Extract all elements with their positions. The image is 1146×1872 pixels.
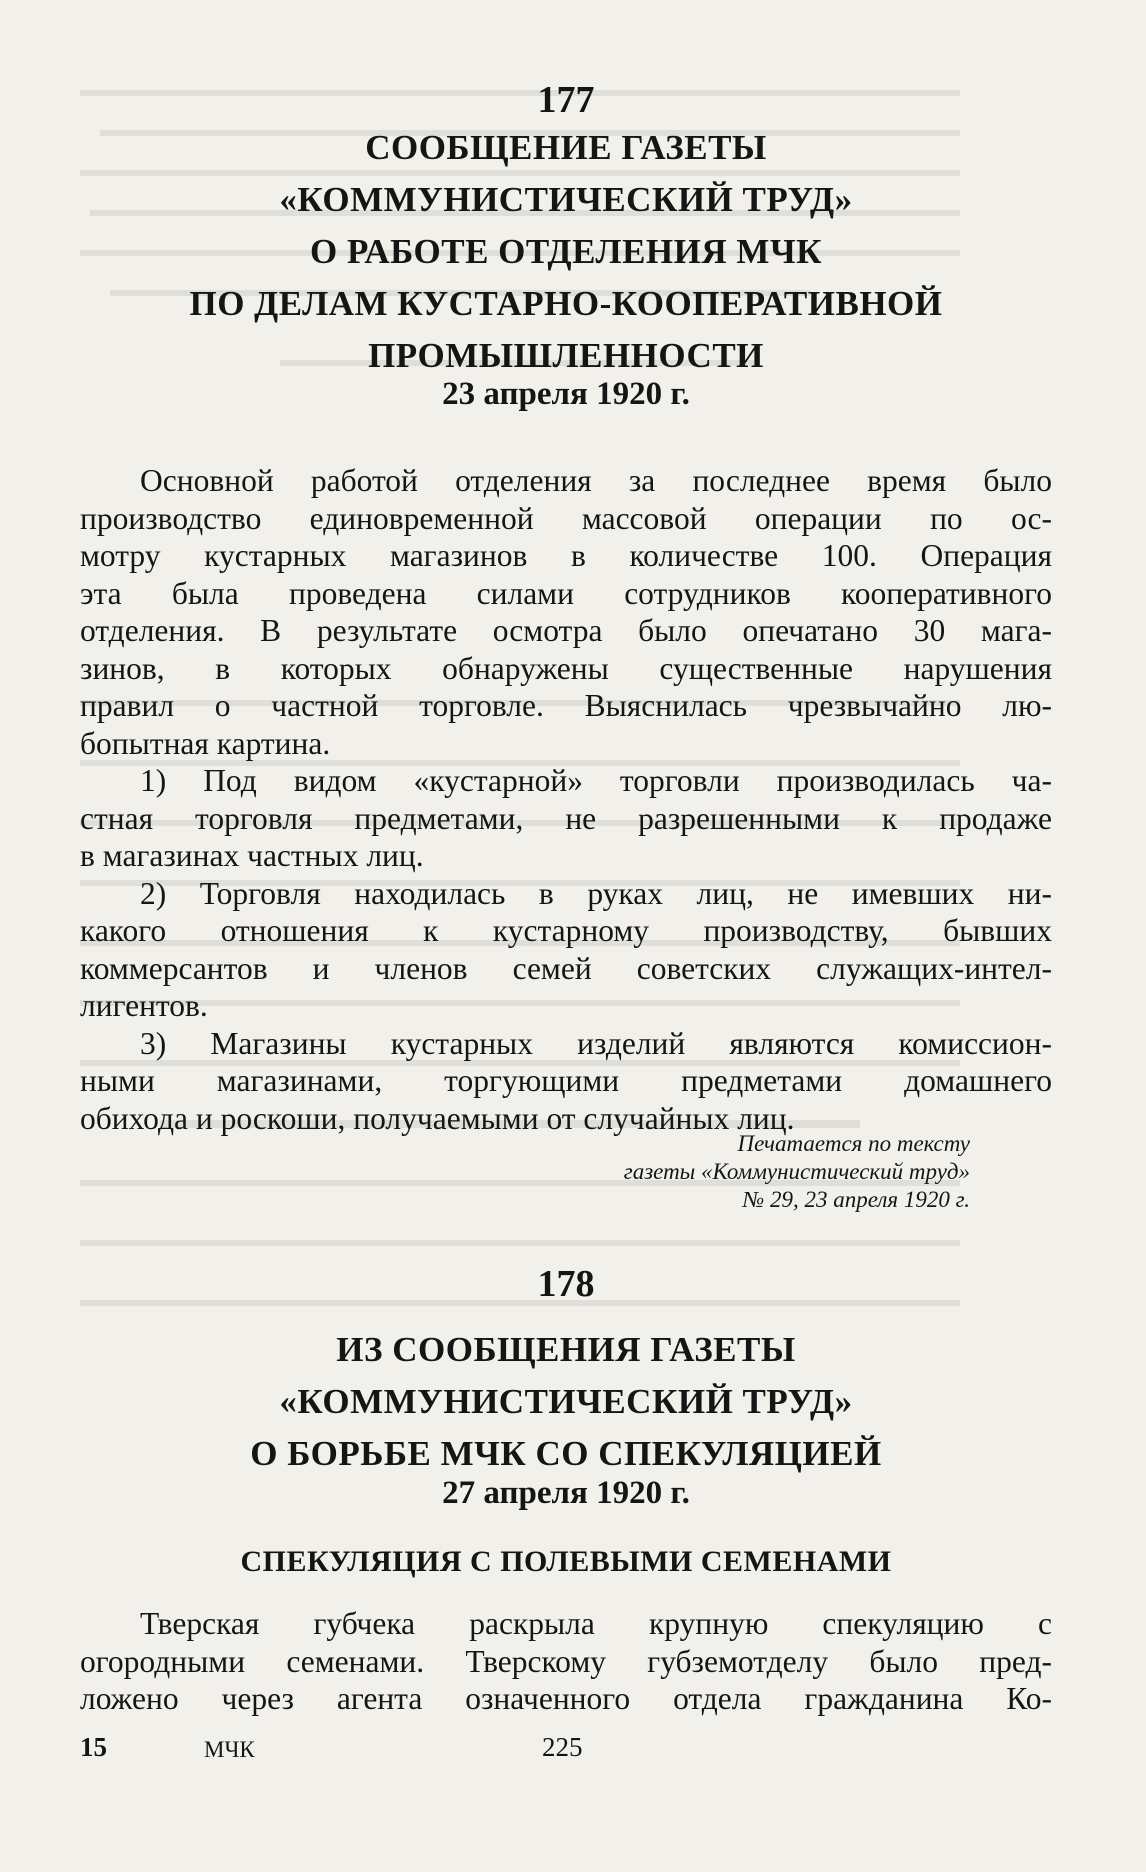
- text-line: эта была проведена силами сотрудников кооперативного: [80, 575, 1052, 611]
- document-number: 177: [537, 79, 595, 121]
- text-line: обихода и роскоши, получаемыми от случайных лиц.: [80, 1100, 795, 1136]
- title-line: О РАБОТЕ ОТДЕЛЕНИЯ МЧК: [309, 232, 823, 271]
- source-line: газеты «Коммунистический труд»: [623, 1159, 970, 1184]
- section-subheading: СПЕКУЛЯЦИЯ С ПОЛЕВЫМИ СЕМЕНАМИ: [240, 1545, 892, 1578]
- document-body: [80, 1605, 1052, 1718]
- text-line: стная торговля предметами, не разрешенными к продаже: [80, 800, 1052, 836]
- text-line: мотру кустарных магазинов в количестве 100. Операция: [80, 538, 1052, 573]
- title-line: ИЗ СООБЩЕНИЯ ГАЗЕТЫ: [336, 1330, 796, 1369]
- text-line: ными магазинами, торгующими предметами домашнего: [80, 1063, 1052, 1098]
- footer-mark: МЧК: [204, 1737, 255, 1762]
- source-note: [470, 1130, 970, 1214]
- text-line: в магазинах частных лиц.: [80, 838, 424, 873]
- text-line: Тверская губчека раскрыла крупную спекуляцию с: [140, 1606, 1052, 1641]
- document-date: 23 апреля 1920 г.: [442, 376, 690, 412]
- text-line: отделения. В результате осмотра было опечатано 30 мага-: [80, 613, 1052, 648]
- document-title: [80, 122, 1052, 382]
- title-line: «КОММУНИСТИЧЕСКИЙ ТРУД»: [279, 180, 853, 219]
- text-line: 1) Под видом «кустарной» торговли производилась ча-: [140, 763, 1052, 798]
- text-line: огородными семенами. Тверскому губземотделу было пред-: [80, 1643, 1052, 1679]
- document-number: 178: [537, 1263, 595, 1305]
- source-line: Печатается по тексту: [737, 1131, 970, 1156]
- page-number: 225: [542, 1732, 583, 1762]
- text-line: 2) Торговля находилась в руках лиц, не имевших ни-: [140, 875, 1052, 911]
- document-date: 27 апреля 1920 г.: [442, 1475, 690, 1511]
- title-line: «КОММУНИСТИЧЕСКИЙ ТРУД»: [279, 1382, 853, 1421]
- text-line: Основной работой отделения за последнее время было: [140, 463, 1052, 498]
- text-line: лигентов.: [80, 988, 208, 1023]
- source-line: № 29, 23 апреля 1920 г.: [742, 1187, 970, 1212]
- text-line: 3) Магазины кустарных изделий являются комиссион-: [140, 1025, 1052, 1061]
- document-body: [80, 462, 1052, 1137]
- text-line: ложено через агента означенного отдела гражданина Ко-: [80, 1681, 1052, 1716]
- title-line: О БОРЬБЕ МЧК СО СПЕКУЛЯЦИЕЙ: [250, 1434, 882, 1473]
- document-page: [80, 0, 1052, 1872]
- text-line: коммерсантов и членов семей советских служащих-интел-: [80, 950, 1052, 986]
- text-line: зинов, в которых обнаружены существенные нарушения: [80, 650, 1052, 686]
- title-line: ПО ДЕЛАМ КУСТАРНО-КООПЕРАТИВНОЙ: [189, 284, 943, 323]
- document-title: [80, 1324, 1052, 1480]
- title-line: ПРОМЫШЛЕННОСТИ: [368, 336, 764, 375]
- text-line: бопытная картина.: [80, 725, 331, 761]
- text-line: какого отношения к кустарному производству, бывших: [80, 913, 1052, 948]
- title-line: СООБЩЕНИЕ ГАЗЕТЫ: [365, 128, 767, 167]
- text-line: правил о частной торговле. Выяснилась чрезвычайно лю-: [80, 688, 1052, 723]
- text-line: производство единовременной массовой операции по ос-: [80, 500, 1052, 536]
- signature-mark: 15: [80, 1732, 107, 1762]
